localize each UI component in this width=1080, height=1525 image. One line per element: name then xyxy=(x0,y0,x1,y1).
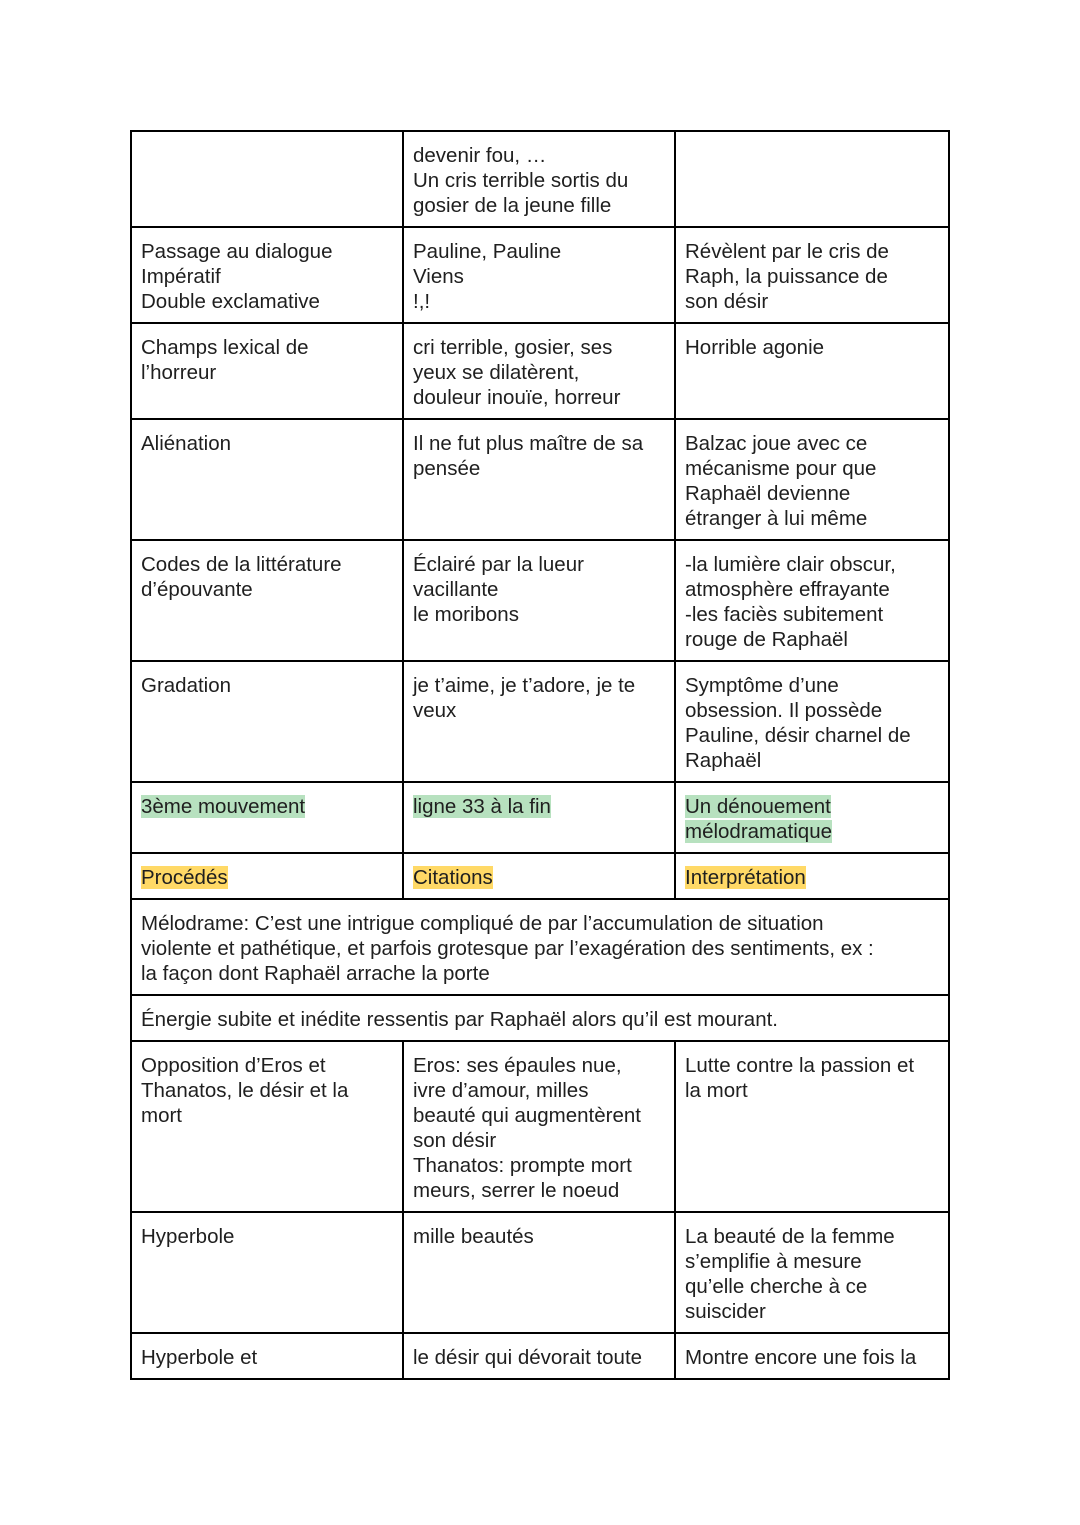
note-row xyxy=(131,995,949,1041)
procede-cell: Passage au dialogue Impératif Double exclamative xyxy=(131,227,403,323)
table-row xyxy=(131,1333,949,1379)
citation-cell: je t’aime, je t’adore, je te veux xyxy=(403,661,675,782)
header-interpretation-cell xyxy=(675,853,949,899)
header-procedes: Procédés xyxy=(141,866,228,889)
citation-cell: Pauline, Pauline Viens !,! xyxy=(403,227,675,323)
table-row xyxy=(131,661,949,782)
citation-cell: cri terrible, gosier, ses yeux se dilatèrent, douleur inouïe, horreur xyxy=(403,323,675,419)
energie-note: Énergie subite et inédite ressentis par Raphaël alors qu’il est mourant. xyxy=(131,995,949,1041)
procede-cell: Aliénation xyxy=(131,419,403,540)
interpretation-cell: Symptôme d’une obsession. Il possède Pauline, désir charnel de Raphaël xyxy=(675,661,949,782)
note-row xyxy=(131,899,949,995)
procede-cell: Hyperbole xyxy=(131,1212,403,1333)
table-row xyxy=(131,323,949,419)
analysis-table xyxy=(130,130,950,1380)
movement-lines: ligne 33 à la fin xyxy=(413,795,551,818)
movement-title: Un dénouement mélodramatique xyxy=(685,795,832,843)
citation-cell: Éclairé par la lueur vacillante le moribons xyxy=(403,540,675,661)
table-row xyxy=(131,419,949,540)
procede-cell: Opposition d’Eros et Thanatos, le désir et la mort xyxy=(131,1041,403,1212)
interpretation-cell xyxy=(675,131,949,227)
interpretation-cell: Révèlent par le cris de Raph, la puissance de son désir xyxy=(675,227,949,323)
procede-cell xyxy=(131,131,403,227)
movement-title-cell xyxy=(675,782,949,853)
citation-cell: Eros: ses épaules nue, ivre d’amour, milles beauté qui augmentèrent son désir Thanatos: prompte mort meurs, serrer le noeud xyxy=(403,1041,675,1212)
header-citations: Citations xyxy=(413,866,493,889)
citation-cell: devenir fou, … Un cris terrible sortis du gosier de la jeune fille xyxy=(403,131,675,227)
citation-cell: mille beautés xyxy=(403,1212,675,1333)
table-row xyxy=(131,131,949,227)
header-citations-cell xyxy=(403,853,675,899)
procede-cell: Codes de la littérature d’épouvante xyxy=(131,540,403,661)
citation-cell: Il ne fut plus maître de sa pensée xyxy=(403,419,675,540)
procede-cell: Gradation xyxy=(131,661,403,782)
melodrame-note: Mélodrame: C’est une intrigue compliqué de par l’accumulation de situation violente et pathétique, et parfois grotesque par l’exagération des sentiments, ex : la façon dont Raphaël arrache la porte xyxy=(131,899,949,995)
table-row xyxy=(131,227,949,323)
movement-cell xyxy=(131,782,403,853)
interpretation-cell: Balzac joue avec ce mécanisme pour que Raphaël devienne étranger à lui même xyxy=(675,419,949,540)
interpretation-cell: -la lumière clair obscur, atmosphère effrayante -les faciès subitement rouge de Raphaël xyxy=(675,540,949,661)
interpretation-cell: Montre encore une fois la xyxy=(675,1333,949,1379)
interpretation-cell: Horrible agonie xyxy=(675,323,949,419)
header-procedes-cell xyxy=(131,853,403,899)
movement-row xyxy=(131,782,949,853)
movement-label: 3ème mouvement xyxy=(141,795,306,818)
interpretation-cell: Lutte contre la passion et la mort xyxy=(675,1041,949,1212)
movement-lines-cell xyxy=(403,782,675,853)
table-row xyxy=(131,1041,949,1212)
procede-cell: Hyperbole et xyxy=(131,1333,403,1379)
table-row xyxy=(131,1212,949,1333)
header-interpretation: Interprétation xyxy=(685,866,806,889)
citation-cell: le désir qui dévorait toute xyxy=(403,1333,675,1379)
procede-cell: Champs lexical de l’horreur xyxy=(131,323,403,419)
table-row xyxy=(131,540,949,661)
interpretation-cell: La beauté de la femme s’emplifie à mesure qu’elle cherche à ce suiscider xyxy=(675,1212,949,1333)
header-row xyxy=(131,853,949,899)
